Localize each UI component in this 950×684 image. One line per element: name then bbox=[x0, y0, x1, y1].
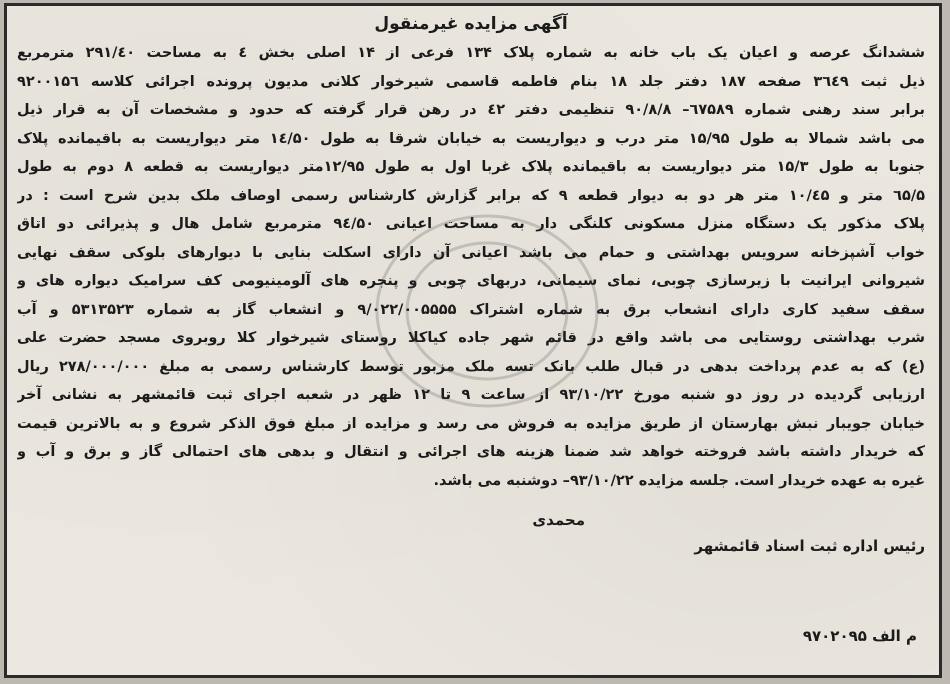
notice-line-10: سقف سفید کاری دارای انشعاب برق به شماره اشتراک ۹/۰۲۲/۰۰۵۵۵۵ و انشعاب گاز به شماره ۵۳۱۳۵۲۳ و آب bbox=[17, 301, 925, 318]
notice-line-11: شرب بهداشتی روستایی می باشد واقع در قائم شهر جاده کیاکلا روستای شیرخوار کلا روبروی مسجد حضرت علی bbox=[17, 330, 925, 346]
notice-title: آگهی مزایده غیرمنقول bbox=[374, 14, 568, 34]
reference-number: م الف ۹۷۰۲۰۹۵ bbox=[802, 627, 917, 645]
notice-line-2: ذیل ثبت ۳٦٤۹ صفحه ۱۸۷ دفتر جلد ۱۸ بنام فاطمه قاسمی شیرخوار کلانی مدیون پرونده اجرائی کلاسه ۹۲۰۰۱۵٦ bbox=[17, 73, 925, 90]
notice-line-14: خیابان جویبار نبش بهارستان از طریق مزایده به فروش می رسد و مزایده از مبلغ فوق الذکر شروع و به بالاترین قیمت bbox=[17, 415, 925, 432]
notice-line-4: می باشد شمالا به طول ۱۵/۹۵ متر درب و دیواریست به خیابان شرقا به طول ۱٤/۵۰ متر دیواریست به باقیمانده پلاک bbox=[17, 130, 925, 147]
notice-paper bbox=[4, 3, 942, 678]
notice-line-15: که خریدار داشته باشد فروخته خواهد شد ضمنا هزینه های اجرائی و انتقال و بدهی های احتمالی گاز و برق و آب و bbox=[17, 444, 925, 460]
notice-line-9: شیروانی ایرانیت با زیرسازی چوبی، نمای سیمانی، دربهای چوبی و پنجره های آلومینیومی کف سرامیک دیواره های و bbox=[17, 273, 925, 289]
notice-line-8: خواب آشپزخانه سرویس بهداشتی و حمام می باشد اعیانی آن دارای اسکلت بنایی با دیوارهای بلوکی سقف نهایی bbox=[17, 244, 925, 261]
notice-line-5: جنوبا به طول ۱۵/۳ متر دیواریست به باقیمانده پلاک غربا اول به طول ۱۲/۹۵متر دیواریست به قطعه ۸ دوم به طول bbox=[17, 159, 925, 175]
notice-line-3: برابر سند رهنی شماره ٦۷۵۸۹– ۹۰/۸/۸ تنظیمی دفتر ٤۲ در رهن قرار گرفته که حدود و مشخصات آن به قرار ذیل bbox=[17, 102, 925, 118]
notice-line-1: ششدانگ عرصه و اعیان یک باب خانه به شماره پلاک ۱۳۴ فرعی از ۱۴ اصلی بخش ٤ به مساحت ۲۹۱/٤۰ مترمربع bbox=[17, 45, 925, 61]
notice-line-12: (ع) که به عدم پرداخت بدهی در قبال طلب بانک تسه ملک مزبور توسط کارشناس رسمی به مبلغ ۲۷۸/۰۰۰/۰۰۰ ریال bbox=[17, 358, 925, 375]
notice-line-6: ۵/٦۵ متر و ۱۰/٤۵ متر هر دو به دیوار قطعه ۹ که برابر گزارش کارشناس رسمی اوصاف ملک بدین شرح است : در bbox=[17, 187, 925, 204]
notice-line-16: غیره به عهده خریدار است. جلسه مزایده ۹۳/۱۰/۲۲– دوشنبه می باشد. bbox=[433, 472, 925, 489]
notice-content bbox=[17, 12, 925, 559]
signature-name: محمدی bbox=[532, 511, 585, 529]
notice-line-7: پلاک مذکور یک دستگاه منزل مسکونی کلنگی دار به مساحت اعیانی ۹٤/۵۰ مترمربع شامل هال و پذیرائی دو اتاق bbox=[17, 216, 925, 232]
notice-line-13: ارزیابی گردیده در روز دو شنبه مورخ ۹۳/۱۰/۲۲ از ساعت ۹ تا ۱۲ ظهر در شعبه اجرای ثبت قائمشهر به نشانی آخر bbox=[17, 387, 925, 403]
signature-role: رئیس اداره ثبت اسناد قائمشهر bbox=[694, 537, 925, 555]
